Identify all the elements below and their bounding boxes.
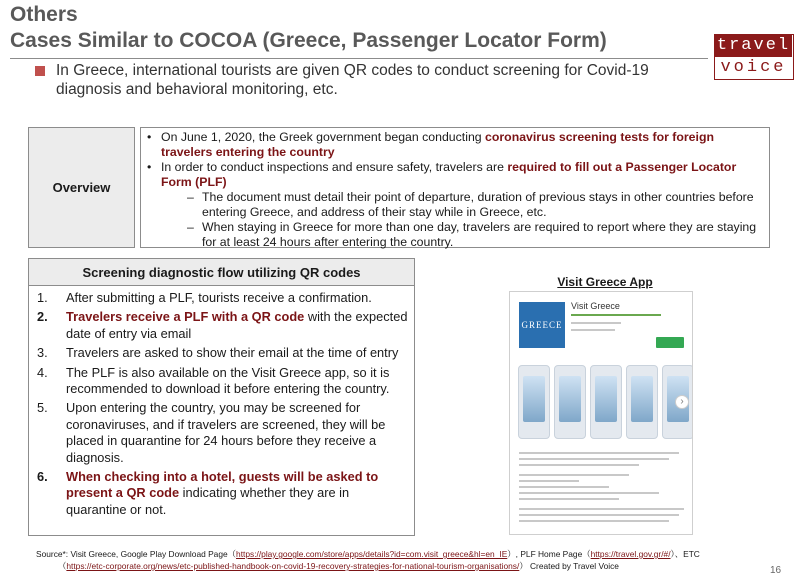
description-line [519,486,609,488]
flow-item-text: Upon entering the country, you may be screened for coronaviruses, and if travelers are screened, they will be placed in quarantine for 24 hours before they receive a diagnosis. [66,400,386,465]
screenshot-thumb [626,365,658,439]
plf-home-link[interactable]: https://travel.gov.gr/#/ [590,549,671,559]
description-line [519,480,579,482]
overview-label: Overview [28,127,135,248]
screenshot-thumb [518,365,550,439]
description-line [519,508,684,510]
flow-item-number: 1. [37,290,48,305]
overview-bullet-2-highlight: required to fill out a Passenger Locator Form (PLF) [161,160,737,189]
source-mid-1: ）, PLF Home Page（ [507,549,591,559]
rating-line [571,322,621,324]
greece-app-icon: GREECE [519,302,565,348]
overview-bullet-1 [145,130,765,160]
etc-handbook-link[interactable]: https://etc-corporate.org/news/etc-published-handbook-on-covid-19-recovery-strategies-for-national-tourism-organisations/ [66,561,520,571]
overview-sub-1: – The document must detail their point of departure, duration of previous stays in other countries before entering Greece, and address of their stay while in Greece, etc. [145,190,765,220]
flow-heading: Screening diagnostic flow utilizing QR codes [28,258,415,286]
flow-item-number: 2. [37,309,48,325]
description-line [519,514,679,516]
source-suffix: ） Created by Travel Voice [519,561,619,571]
logo-top-text: travel [716,36,791,55]
flow-item-highlight: Travelers receive a PLF with a QR code [66,309,305,325]
flow-item-number: 5. [37,400,48,416]
description-line [519,520,669,522]
flow-list [28,286,415,536]
description-line [519,498,619,500]
developer-line [571,314,661,316]
flow-item-number: 3. [37,345,48,361]
flow-item-text: Travelers are asked to show their email at the time of entry [66,345,399,361]
flow-item-text: indicating whether they are in quarantine or not. [66,485,350,517]
overview-bullet-1-highlight: coronavirus screening tests for foreign travelers entering the country [161,130,714,159]
description-line [519,492,659,494]
app-name: Visit Greece [571,301,620,311]
title-divider [10,58,708,59]
chevron-right-icon: › [675,395,689,409]
flow-item-text: After submitting a PLF, tourists receive a confirmation. [66,290,372,305]
flow-item-number: 4. [37,364,48,380]
overview-box [140,127,770,248]
page-number: 16 [770,565,782,576]
flow-item-highlight: When checking into a hotel, guests will be asked to present a QR code [66,469,379,501]
install-button [656,337,684,348]
description-line [519,458,669,460]
flow-item-5 [37,400,408,466]
app-store-screenshot [509,291,693,535]
wishlist-line [571,329,615,331]
flow-item-4 [37,365,408,398]
source-prefix: Source*: Visit Greece, Google Play Download Page（ [36,549,237,559]
screenshot-thumb [554,365,586,439]
description-line [519,464,639,466]
flow-item-1 [37,290,408,306]
flow-item-6 [37,469,408,518]
intro-text: In Greece, international tourists are given QR codes to conduct screening for Covid-19 diagnosis and behavioral monitoring, etc. [56,62,649,98]
description-line [519,474,629,476]
description-line [519,452,679,454]
logo-bottom-text: voice [720,58,787,77]
google-play-link[interactable]: https://play.google.com/store/apps/details?id=com.visit_greece&hl=en_IE [236,549,508,559]
source-line-2-prefix: （ [58,561,67,571]
source-line-2 [36,560,786,572]
screenshot-thumb [590,365,622,439]
app-caption: Visit Greece App [557,275,653,289]
travel-voice-logo [714,34,794,80]
flow-item-text: The PLF is also available on the Visit Greece app, so it is recommended to download it before entering the country. [66,364,390,397]
title-line-2: Cases Similar to COCOA (Greece, Passenger Locator Form) [10,29,607,52]
flow-item-number: 6. [37,469,48,485]
flow-item-2 [37,309,408,342]
source-line-1 [36,548,786,560]
title-line-1: Others [10,3,78,26]
overview-sub-2: – When staying in Greece for more than one day, travelers are required to report where they are staying for at least 24 hours after entering the country. [145,220,765,250]
source-footnote [36,548,786,572]
page-title [10,2,607,54]
flow-item-3 [37,345,408,361]
overview-bullet-1-text: On June 1, 2020, the Greek government began conducting [161,130,486,144]
overview-bullet-2 [145,160,765,190]
flow-item-text: with the expected date of entry via email [66,309,408,341]
overview-bullet-2-text: In order to conduct inspections and ensure safety, travelers are [161,160,508,174]
square-bullet-icon [35,66,45,76]
source-mid-2: ）、ETC [670,549,700,559]
